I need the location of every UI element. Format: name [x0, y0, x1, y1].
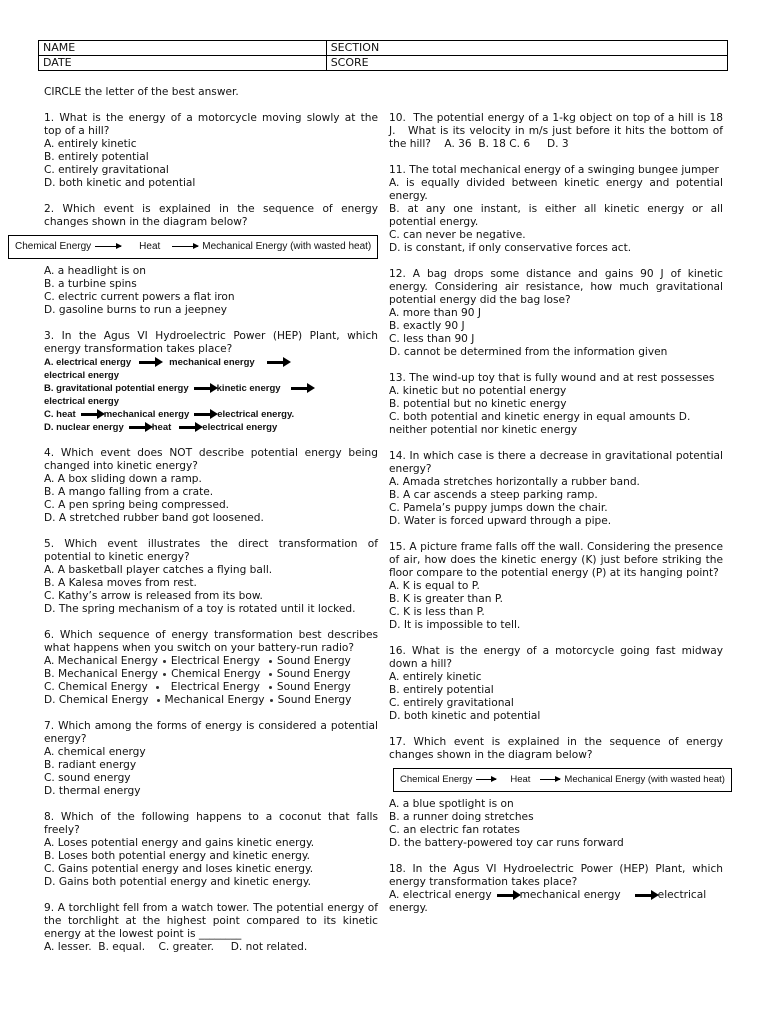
option-c[interactable]: C. K is less than P. — [389, 606, 485, 618]
option-c[interactable]: C. an electric fan rotates — [389, 824, 520, 836]
option-a[interactable]: A. A basketball player catches a flying ball. — [44, 564, 273, 576]
arrow-right-icon — [635, 894, 653, 897]
sequence-step: Sound Energy — [277, 655, 351, 667]
arrow-right-icon — [172, 246, 198, 247]
bullet-icon — [156, 686, 159, 689]
chain-step: heat — [151, 422, 172, 433]
diagram-step: Heat — [139, 241, 161, 252]
option-c[interactable]: C. can never be negative. — [389, 229, 526, 241]
option-a[interactable] — [44, 655, 378, 668]
arrow-right-icon — [81, 413, 99, 416]
sequence-step: Mechanical Energy — [164, 694, 265, 706]
bullet-icon — [269, 686, 272, 689]
option-c[interactable]: C. Pamela’s puppy jumps down the chair. — [389, 502, 608, 514]
option-a[interactable]: A. chemical energy — [44, 746, 146, 758]
option-c[interactable]: C. electric current powers a flat iron — [44, 291, 235, 303]
question-18 — [389, 863, 723, 915]
arrow-right-icon — [194, 413, 212, 416]
option-b[interactable]: B. radiant energy — [44, 759, 137, 771]
question-stem: 5. Which event illustrates the direct transformation of potential to kinetic energy? — [44, 538, 378, 563]
option-a[interactable] — [44, 356, 378, 369]
question-13 — [389, 372, 723, 437]
arrow-right-icon — [540, 779, 560, 780]
option-a[interactable]: A. Loses potential energy and gains kinetic energy. — [44, 837, 315, 849]
option-a[interactable] — [389, 889, 723, 915]
question-stem: 8. Which of the following happens to a coconut that falls freely? — [44, 811, 378, 836]
left-column — [15, 112, 378, 967]
option-b[interactable] — [44, 668, 378, 681]
option-c[interactable]: C. Gains potential energy and loses kinetic energy. — [44, 863, 314, 875]
option-a[interactable]: A. Amada stretches horizontally a rubber band. — [389, 476, 640, 488]
date-cell: DATE — [39, 56, 327, 71]
option-a[interactable]: A. entirely kinetic — [44, 138, 137, 150]
chain-step: kinetic energy — [216, 383, 281, 394]
chain-step: A. electrical energy — [44, 357, 132, 368]
sequence-step: Sound Energy — [276, 681, 351, 693]
option-b[interactable]: B. A car ascends a steep parking ramp. — [389, 489, 598, 501]
option-b[interactable]: B. a turbine spins — [44, 278, 137, 290]
diagram-step: Mechanical Energy (with wasted heat) — [202, 241, 372, 252]
question-stem: 16. What is the energy of a motorcycle going fast midway down a hill? — [389, 645, 723, 670]
option-c[interactable]: C. entirely gravitational — [389, 697, 514, 709]
question-5 — [44, 538, 378, 616]
arrow-right-icon — [267, 361, 285, 364]
arrow-right-icon — [129, 426, 147, 429]
question-3 — [44, 330, 378, 434]
sequence-step: Electrical Energy — [170, 681, 260, 693]
name-cell: NAME — [39, 41, 327, 56]
option-b[interactable]: B. at any one instant, is either all kinetic energy or all potential energy. — [389, 203, 723, 228]
question-15 — [389, 541, 723, 632]
question-11 — [389, 164, 723, 255]
question-stem: 9. A torchlight fell from a watch tower. The potential energy of the torchlight at the highest point compared to its kinetic energy at the lowest point is ________ — [44, 902, 378, 940]
question-stem: 12. A bag drops some distance and gains 90 J of kinetic energy. Considering air resistance, how much gravitational potential energy did the bag lose? — [389, 268, 723, 306]
arrow-right-icon — [291, 387, 309, 390]
question-stem: 6. Which sequence of energy transformation best describes what happens when you switch on your battery-run radio? — [44, 629, 378, 654]
option-a[interactable]: A. A box sliding down a ramp. — [44, 473, 202, 485]
question-12 — [389, 268, 723, 359]
question-stem: 1. What is the energy of a motorcycle moving slowly at the top of a hill? — [44, 112, 378, 137]
option-b[interactable]: B. K is greater than P. — [389, 593, 503, 605]
question-stem: 15. A picture frame falls off the wall. Considering the presence of air, how does the kinetic energy (K) just before striking the floor compare to the potential energy (P) at its hanging point? — [389, 541, 723, 579]
bullet-icon — [269, 673, 272, 676]
option-a[interactable]: A. kinetic but no potential energy — [389, 385, 567, 397]
question-stem: 18. In the Agus VI Hydroelectric Power (HEP) Plant, which energy transformation takes place? — [389, 863, 723, 888]
question-9 — [44, 902, 378, 954]
question-stem: 14. In which case is there a decrease in gravitational potential energy? — [389, 450, 723, 475]
sequence-step: A. Mechanical Energy — [44, 655, 158, 667]
chain-step: C. heat — [44, 409, 76, 420]
question-stem: 11. The total mechanical energy of a swinging bungee jumper — [389, 164, 719, 176]
option-b-cont: electrical energy — [44, 396, 119, 407]
bullet-icon — [163, 660, 166, 663]
sequence-step: C. Chemical Energy — [44, 681, 148, 693]
instructions: CIRCLE the letter of the best answer. — [44, 86, 239, 98]
sequence-step: D. Chemical Energy — [44, 694, 149, 706]
diagram-step: Mechanical Energy (with wasted heat) — [564, 774, 725, 785]
question-14 — [389, 450, 723, 528]
student-info-table — [38, 40, 728, 71]
sequence-step: B. Mechanical Energy — [44, 668, 159, 680]
question-stem: 13. The wind-up toy that is fully wound and at rest possesses — [389, 372, 715, 384]
option-d[interactable]: D. A stretched rubber band got loosened. — [44, 512, 264, 524]
sequence-step: Sound Energy — [277, 694, 352, 706]
energy-diagram — [8, 235, 378, 259]
arrow-right-icon — [95, 246, 121, 247]
arrow-right-icon — [497, 894, 515, 897]
options-inline[interactable]: A. lesser. B. equal. C. greater. D. not related. — [44, 941, 308, 953]
arrow-right-icon — [179, 426, 197, 429]
section-cell: SECTION — [326, 41, 727, 56]
question-stem: 2. Which event is explained in the sequence of energy changes shown in the diagram below? — [44, 203, 378, 228]
option-d[interactable]: D. cannot be determined from the information given — [389, 346, 668, 358]
score-cell: SCORE — [326, 56, 727, 71]
option-b[interactable]: B. potential but no kinetic energy — [389, 398, 567, 410]
right-column — [389, 112, 730, 928]
bullet-icon — [269, 660, 272, 663]
chain-step: electrical energy. — [389, 889, 707, 914]
option-d[interactable] — [44, 694, 378, 707]
option-a[interactable]: A. is equally divided between kinetic energy and potential energy. — [389, 177, 723, 202]
question-stem: 3. In the Agus VI Hydroelectric Power (HEP) Plant, which energy transformation takes place? — [44, 330, 378, 355]
question-stem: 4. Which event does NOT describe potential energy being changed into kinetic energy? — [44, 447, 378, 472]
option-c[interactable]: C. A pen spring being compressed. — [44, 499, 230, 511]
question-16 — [389, 645, 723, 723]
option-a[interactable]: A. entirely kinetic — [389, 671, 482, 683]
option-c[interactable]: C. sound energy — [44, 772, 131, 784]
option-b[interactable]: B. a runner doing stretches — [389, 811, 534, 823]
chain-step: D. nuclear energy — [44, 422, 124, 433]
question-8 — [44, 811, 378, 889]
chain-step: mechanical energy — [169, 357, 255, 368]
option-d[interactable]: D. gasoline burns to run a jeepney — [44, 304, 228, 316]
option-a-cont: electrical energy — [44, 370, 119, 381]
question-stem: 17. Which event is explained in the sequence of energy changes shown in the diagram below? — [389, 736, 723, 761]
question-2 — [15, 203, 378, 317]
arrow-right-icon — [194, 387, 212, 390]
question-4 — [44, 447, 378, 525]
chain-step: A. electrical energy — [389, 889, 492, 901]
question-7 — [44, 720, 378, 798]
arrow-right-icon — [139, 361, 157, 364]
option-c-d[interactable]: C. both potential and kinetic energy in equal amounts D. neither potential nor kinetic energy — [389, 411, 691, 436]
diagram-step: Heat — [510, 774, 531, 785]
question-stem: 10. The potential energy of a 1-kg object on top of a hill is 18 J. What is its velocity in m/s just before it hits the bottom of the hill? A. 36 B. 18 C. 6 D. 3 — [389, 112, 730, 150]
question-10 — [389, 112, 730, 151]
option-d[interactable]: D. is constant, if only conservative forces act. — [389, 242, 632, 254]
sequence-step: Electrical Energy — [170, 655, 261, 667]
chain-step: mechanical energy — [103, 409, 190, 420]
option-a[interactable]: A. a headlight is on — [44, 265, 146, 277]
option-d[interactable] — [44, 421, 378, 434]
option-b[interactable]: B. exactly 90 J — [389, 320, 465, 332]
option-b[interactable] — [44, 382, 378, 395]
chain-step: mechanical energy — [519, 889, 621, 901]
energy-diagram — [393, 768, 732, 792]
diagram-step: Chemical Energy — [400, 774, 473, 785]
option-c[interactable] — [44, 681, 378, 694]
option-c[interactable] — [44, 408, 378, 421]
option-d[interactable]: D. thermal energy — [44, 785, 141, 797]
option-d[interactable]: D. Gains both potential energy and kinetic energy. — [44, 876, 312, 888]
option-a[interactable]: A. K is equal to P. — [389, 580, 480, 592]
option-d[interactable]: D. both kinetic and potential — [389, 710, 541, 722]
question-1 — [44, 112, 378, 190]
bullet-icon — [163, 673, 166, 676]
option-d[interactable]: D. It is impossible to tell. — [389, 619, 521, 631]
diagram-step: Chemical Energy — [15, 241, 92, 252]
option-b[interactable]: B. A mango falling from a crate. — [44, 486, 214, 498]
option-d[interactable]: D. the battery-powered toy car runs forward — [389, 837, 624, 849]
option-a[interactable]: A. a blue spotlight is on — [389, 798, 514, 810]
option-b[interactable]: B. entirely potential — [389, 684, 494, 696]
question-stem: 7. Which among the forms of energy is considered a potential energy? — [44, 720, 378, 745]
arrow-right-icon — [476, 779, 496, 780]
option-b[interactable]: B. Loses both potential energy and kinetic energy. — [44, 850, 311, 862]
chain-step: electrical energy — [202, 422, 278, 433]
bullet-icon — [270, 699, 273, 702]
chain-step: electrical energy. — [217, 409, 295, 420]
question-17 — [389, 736, 723, 850]
option-c[interactable]: C. Kathy’s arrow is released from its bow. — [44, 590, 263, 602]
option-c[interactable]: C. entirely gravitational — [44, 164, 169, 176]
option-d[interactable]: D. Water is forced upward through a pipe. — [389, 515, 612, 527]
option-d[interactable]: D. both kinetic and potential — [44, 177, 196, 189]
option-a[interactable]: A. more than 90 J — [389, 307, 482, 319]
sequence-step: Chemical Energy — [171, 668, 261, 680]
option-b[interactable]: B. entirely potential — [44, 151, 149, 163]
question-6 — [44, 629, 378, 707]
chain-step: B. gravitational potential energy — [44, 383, 189, 394]
option-c[interactable]: C. less than 90 J — [389, 333, 475, 345]
option-d[interactable]: D. The spring mechanism of a toy is rotated until it locked. — [44, 603, 356, 615]
bullet-icon — [157, 699, 160, 702]
option-b[interactable]: B. A Kalesa moves from rest. — [44, 577, 197, 589]
sequence-step: Sound Energy — [276, 668, 351, 680]
